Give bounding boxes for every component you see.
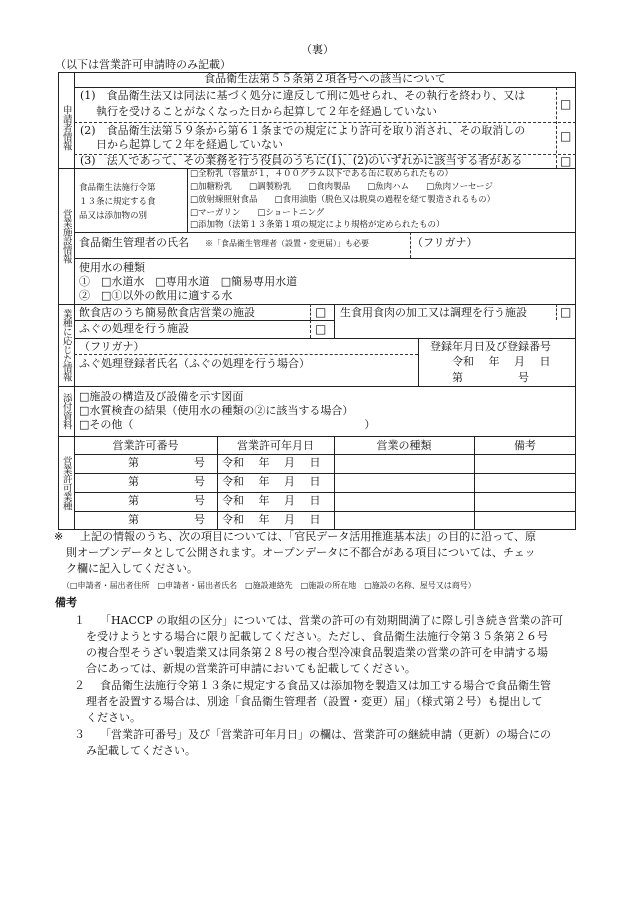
disqualification-item-1-checkbox[interactable]: □ <box>560 97 572 111</box>
license-row-divider <box>74 473 576 474</box>
fugu-facility-label: ふぐの処理を行う施設 <box>79 322 189 335</box>
food-type-option-row2[interactable]: □加糖粉乳 □調製粉乳 □食肉製品 □魚肉ハム □魚肉ソーセージ <box>190 182 493 192</box>
open-data-checkboxes[interactable]: （□申請者・届出者住所 □申請者・届出者氏名 □施設連絡先 □施設の所在地 □施設の名称、屋号又は商号） <box>62 581 476 590</box>
attachment-water-test[interactable]: □水質検査の結果（使用水の種類の②に該当する場合） <box>79 404 354 417</box>
license-date-cell[interactable]: 令和 年 月 日 <box>222 494 321 507</box>
remark-1-line4: 合にあっては、新規の営業許可申請においても記載してください。 <box>86 662 416 675</box>
open-data-note-line3: ク欄に記入してください。 <box>66 562 198 575</box>
food-manager-label: 食品衛生管理者の氏名 <box>79 236 189 249</box>
license-number-cell[interactable]: 第 号 <box>128 456 205 469</box>
food-type-label-line3: 品又は添加物の別 <box>79 211 148 221</box>
fugu-facility-checkbox[interactable]: □ <box>315 322 327 336</box>
license-row-divider <box>74 454 576 455</box>
section-facility-label: 営業施設情報 <box>60 209 72 263</box>
fugu-registrant-label: ふぐ処理登録者氏名（ふぐの処理を行う場合） <box>79 357 310 370</box>
remark-2-line1: 食品衛生法施行令第１３条に規定する食品又は添加物を製造又は加工する場合で食品衛生管 <box>100 679 551 692</box>
disqualification-item-3-checkbox[interactable]: □ <box>560 154 572 168</box>
page-subtitle: （以下は営業許可申請時のみ記載） <box>55 58 231 71</box>
food-manager-furigana-label: （フリガナ） <box>412 236 478 249</box>
food-type-option-row5[interactable]: □添加物（法第１３条第１項の規定により規格が定められたもの） <box>190 220 445 230</box>
license-number-cell[interactable]: 第 号 <box>128 494 205 507</box>
business-type-header: 営業の種類 <box>376 439 432 452</box>
raw-meat-label: 生食用食肉の加工又は調理を行う施設 <box>340 306 527 319</box>
simple-restaurant-label: 飲食店のうち簡易飲食店営業の施設 <box>79 306 255 319</box>
disqualification-item-1-line1: (1) 食品衛生法又は同法に基づく処分に違反して刑に処せられ、その執行を終わり、又は <box>80 89 526 102</box>
license-date-cell[interactable]: 令和 年 月 日 <box>222 475 321 488</box>
remarks-header: 備考 <box>514 439 536 452</box>
registration-date[interactable]: 令和 年 月 日 <box>452 355 551 368</box>
license-number-cell[interactable]: 第 号 <box>128 513 205 526</box>
registration-date-number-label: 登録年月日及び登録番号 <box>430 340 551 353</box>
section-applicant-title: 食品衛生法第５５条第２項各号への該当について <box>204 72 446 85</box>
simple-restaurant-checkbox[interactable]: □ <box>315 305 327 319</box>
food-type-label-line1: 食品衛生法施行令第 <box>79 183 156 193</box>
open-data-note-line1: 上記の情報のうち、次の項目については、「官民データ活用推進基本法」の目的に沿って、原 <box>80 530 537 543</box>
page-title: （裏） <box>301 43 334 56</box>
remark-2-line2: 理者を設置する場合は、別途「食品衛生管理者（設置・変更）届」（様式第２号）も提出して <box>86 695 543 708</box>
section-attachments-label: 添付資料 <box>60 393 72 429</box>
registration-number[interactable]: 第 号 <box>452 371 529 384</box>
remark-1-line2: を受けようとする場合に限り記載してください。ただし、食品衛生法施行令第３５条第２６号 <box>86 630 548 643</box>
disqualification-item-2-checkbox[interactable]: □ <box>560 129 572 143</box>
license-number-cell[interactable]: 第 号 <box>128 475 205 488</box>
license-date-cell[interactable]: 令和 年 月 日 <box>222 513 321 526</box>
license-number-header: 営業許可番号 <box>112 439 179 452</box>
remark-1-line1: 「HACCP の取組の区分」については、営業の許可の有効期間満了に際し引き続き営業の許可 <box>100 614 564 627</box>
section-applicant-label: 申請者情報 <box>60 104 72 150</box>
remark-2-line3: ください。 <box>86 711 141 724</box>
fugu-furigana-label: （フリガナ） <box>79 340 145 353</box>
food-type-label-line2: １３条に規定する食 <box>79 197 156 207</box>
remarks-title: 備考 <box>55 596 77 609</box>
water-type-option-row1[interactable]: ① □水道水 □専用水道 □簡易専用水道 <box>79 275 298 288</box>
license-row-divider <box>74 492 576 493</box>
remark-3-line1: 「営業許可番号」及び「営業許可年月日」の欄は、営業許可の継続申請（更新）の場合にの <box>100 728 551 741</box>
remark-2-number: ２ <box>74 679 85 692</box>
raw-meat-checkbox[interactable]: □ <box>560 305 572 319</box>
remark-3-number: ３ <box>74 728 85 741</box>
side-column-divider <box>74 72 75 530</box>
license-date-header: 営業許可年月日 <box>237 439 314 452</box>
disqualification-item-1-line2: 執行を受けることがなくなった日から起算して２年を経過していない <box>96 105 437 118</box>
food-type-option-row1[interactable]: □全粉乳（容量が１，４００グラム以下である缶に収められたもの） <box>190 169 453 179</box>
water-type-option-row2[interactable]: ② □①以外の飲用に適する水 <box>79 289 233 302</box>
open-data-note-mark: ※ <box>54 530 64 543</box>
disqualification-item-2-line1: (2) 食品衛生法第５９条から第６１条までの規定により許可を取り消され、その取消しの <box>80 124 526 137</box>
remark-3-line2: み記載してください。 <box>86 744 196 757</box>
food-type-option-row3[interactable]: □放射線照射食品 □食用油脂（脱色又は脱臭の過程を経て製造されるもの） <box>190 195 496 205</box>
section-business-type-label: 業種に応じた情報 <box>60 309 72 381</box>
disqualification-item-2-line2: 日から起算して２年を経過していない <box>96 138 283 151</box>
food-manager-note: ※「食品衛生管理者（設置・変更届）」も必要 <box>205 239 369 248</box>
remark-1-line3: の複合型そうざい製造業又は同条第２８号の複合型冷凍食品製造業の営業の許可を申請する場 <box>86 646 548 659</box>
license-date-cell[interactable]: 令和 年 月 日 <box>222 456 321 469</box>
section-license-label: 営業許可業種 <box>60 456 72 510</box>
open-data-note-line2: 則オープンデータとして公開されます。オープンデータに不都合がある項目については、チェッ <box>66 546 536 559</box>
license-row-divider <box>74 511 576 512</box>
water-type-label: 使用水の種類 <box>79 261 145 274</box>
disqualification-item-3: (3) 法人であって、その業務を行う役員のうちに(1)、(2)のいずれかに該当する者がある <box>80 154 523 167</box>
food-type-option-row4[interactable]: □マーガリン □ショートニング <box>190 208 325 218</box>
attachment-floor-plan[interactable]: □施設の構造及び設備を示す図面 <box>79 390 244 403</box>
remark-1-number: １ <box>74 614 85 627</box>
attachment-other[interactable]: □その他（ ） <box>79 418 376 431</box>
